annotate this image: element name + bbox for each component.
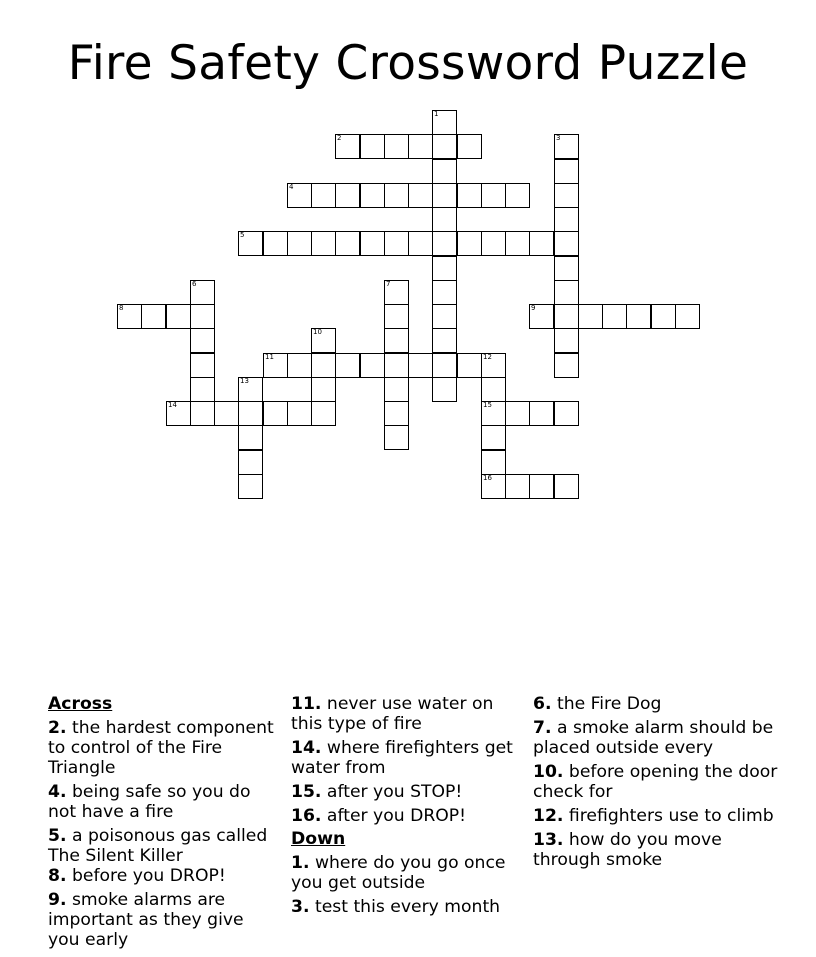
grid-cell[interactable] [408, 353, 433, 378]
grid-cell[interactable] [529, 231, 554, 256]
clues-column-3 [533, 694, 783, 870]
cell-number: 9 [531, 304, 536, 312]
grid-cell[interactable] [360, 353, 385, 378]
clue-across-16 [291, 806, 526, 826]
clue-text: how do you move through smoke [533, 830, 722, 870]
grid-cell[interactable] [263, 231, 288, 256]
clue-text: a smoke alarm should be placed outside every [533, 718, 774, 758]
grid-cell[interactable] [287, 401, 312, 426]
grid-cell[interactable] [287, 353, 312, 378]
grid-cell[interactable] [481, 401, 506, 426]
grid-cell[interactable] [481, 425, 506, 450]
grid-cell[interactable] [602, 304, 627, 329]
grid-cell[interactable] [481, 231, 506, 256]
clue-number: 4. [48, 782, 67, 802]
clue-number: 15. [291, 782, 322, 802]
grid-cell[interactable] [311, 377, 336, 402]
grid-cell[interactable] [335, 183, 360, 208]
grid-cell[interactable] [554, 353, 579, 378]
grid-cell[interactable] [578, 304, 603, 329]
grid-cell[interactable] [238, 450, 263, 475]
grid-cell[interactable] [457, 183, 482, 208]
grid-cell[interactable] [432, 353, 457, 378]
grid-cell[interactable] [432, 134, 457, 159]
grid-cell[interactable] [238, 401, 263, 426]
grid-cell[interactable] [408, 231, 433, 256]
grid-cell[interactable] [554, 304, 579, 329]
cell-number: 16 [483, 474, 492, 482]
grid-cell[interactable] [481, 474, 506, 499]
grid-cell[interactable] [408, 134, 433, 159]
grid-cell[interactable] [481, 353, 506, 378]
clue-across-15 [291, 782, 526, 802]
grid-cell[interactable] [554, 280, 579, 305]
grid-cell[interactable] [675, 304, 700, 329]
grid-cell[interactable] [651, 304, 676, 329]
clue-text: being safe so you do not have a fire [48, 782, 251, 822]
grid-cell[interactable] [432, 304, 457, 329]
grid-cell[interactable] [505, 183, 530, 208]
grid-cell[interactable] [190, 401, 215, 426]
grid-cell[interactable] [238, 474, 263, 499]
grid-cell[interactable] [529, 474, 554, 499]
grid-cell[interactable] [311, 328, 336, 353]
grid-cell[interactable] [384, 401, 409, 426]
grid-cell[interactable] [505, 231, 530, 256]
grid-cell[interactable] [554, 474, 579, 499]
grid-cell[interactable] [626, 304, 651, 329]
clue-number: 11. [291, 694, 322, 714]
grid-cell[interactable] [238, 377, 263, 402]
grid-cell[interactable] [505, 401, 530, 426]
grid-cell[interactable] [311, 231, 336, 256]
cell-number: 1 [434, 110, 439, 118]
grid-cell[interactable] [263, 353, 288, 378]
grid-cell[interactable] [432, 377, 457, 402]
grid-cell[interactable] [311, 353, 336, 378]
grid-cell[interactable] [554, 401, 579, 426]
grid-cell[interactable] [554, 207, 579, 232]
clue-across-2 [48, 718, 280, 778]
clues-column-2 [291, 694, 526, 917]
grid-cell[interactable] [335, 134, 360, 159]
clue-number: 3. [291, 897, 310, 917]
grid-cell[interactable] [117, 304, 142, 329]
grid-cell[interactable] [529, 304, 554, 329]
grid-cell[interactable] [432, 231, 457, 256]
grid-cell[interactable] [432, 183, 457, 208]
grid-cell[interactable] [554, 134, 579, 159]
cell-number: 6 [192, 280, 197, 288]
clues-column-1 [48, 694, 280, 950]
down-header: Down [291, 829, 346, 849]
grid-cell[interactable] [554, 256, 579, 281]
grid-cell[interactable] [384, 134, 409, 159]
clue-across-8 [48, 866, 280, 886]
grid-cell[interactable] [311, 401, 336, 426]
clue-number: 1. [291, 853, 310, 873]
grid-cell[interactable] [263, 401, 288, 426]
cell-number: 11 [265, 353, 274, 361]
grid-cell[interactable] [190, 280, 215, 305]
cell-number: 8 [119, 304, 124, 312]
grid-cell[interactable] [360, 134, 385, 159]
grid-cell[interactable] [287, 231, 312, 256]
grid-cell[interactable] [457, 134, 482, 159]
grid-cell[interactable] [481, 450, 506, 475]
grid-cell[interactable] [214, 401, 239, 426]
cell-number: 3 [556, 134, 561, 142]
cell-number: 12 [483, 353, 492, 361]
grid-cell[interactable] [432, 256, 457, 281]
grid-cell[interactable] [384, 425, 409, 450]
cell-number: 10 [313, 328, 322, 336]
clue-text: test this every month [314, 897, 501, 917]
grid-cell[interactable] [384, 280, 409, 305]
grid-cell[interactable] [384, 231, 409, 256]
grid-cell[interactable] [238, 425, 263, 450]
grid-cell[interactable] [384, 377, 409, 402]
grid-cell[interactable] [432, 328, 457, 353]
across-header: Across [48, 694, 113, 714]
clue-number: 10. [533, 762, 564, 782]
grid-cell[interactable] [432, 280, 457, 305]
grid-cell[interactable] [360, 231, 385, 256]
clue-text: the Fire Dog [556, 694, 662, 714]
grid-cell[interactable] [141, 304, 166, 329]
clue-across-14 [291, 738, 526, 778]
cell-number: 13 [240, 377, 249, 385]
clue-number: 9. [48, 890, 67, 910]
grid-cell[interactable] [457, 231, 482, 256]
grid-cell[interactable] [432, 110, 457, 135]
grid-cell[interactable] [190, 328, 215, 353]
grid-cell[interactable] [360, 183, 385, 208]
grid-cell[interactable] [384, 304, 409, 329]
grid-cell[interactable] [529, 401, 554, 426]
cell-number: 7 [386, 280, 391, 288]
cell-number: 2 [337, 134, 342, 142]
grid-cell[interactable] [190, 353, 215, 378]
grid-cell[interactable] [238, 231, 263, 256]
clue-across-4 [48, 782, 280, 822]
clue-number: 2. [48, 718, 67, 738]
grid-cell[interactable] [554, 159, 579, 184]
clue-down-7 [533, 718, 783, 758]
grid-cell[interactable] [554, 328, 579, 353]
cell-number: 4 [289, 183, 294, 191]
clue-across-5 [48, 826, 280, 866]
clue-text: before opening the door check for [533, 762, 778, 802]
clue-down-6 [533, 694, 783, 714]
clue-text: where firefighters get water from [291, 738, 513, 778]
cell-number: 14 [168, 401, 177, 409]
clue-text: where do you go once you get outside [291, 853, 506, 893]
grid-cell[interactable] [457, 353, 482, 378]
clue-text: before you DROP! [71, 866, 226, 886]
clue-text: never use water on this type of fire [291, 694, 494, 734]
clue-number: 16. [291, 806, 322, 826]
cell-number: 15 [483, 401, 492, 409]
clue-text: smoke alarms are important as they give you early [48, 890, 244, 950]
grid-cell[interactable] [190, 377, 215, 402]
clue-down-12 [533, 806, 783, 826]
grid-cell[interactable] [384, 183, 409, 208]
clue-number: 8. [48, 866, 67, 886]
grid-cell[interactable] [384, 328, 409, 353]
cell-number: 5 [240, 231, 245, 239]
clue-text: after you STOP! [326, 782, 463, 802]
grid-cell[interactable] [311, 183, 336, 208]
grid-cell[interactable] [554, 183, 579, 208]
clue-text: the hardest component to control of the Fire Triangle [48, 718, 274, 778]
clue-across-9 [48, 890, 280, 950]
grid-cell[interactable] [481, 377, 506, 402]
clue-across-11 [291, 694, 526, 734]
grid-cell[interactable] [335, 353, 360, 378]
grid-cell[interactable] [166, 401, 191, 426]
grid-cell[interactable] [432, 207, 457, 232]
grid-cell[interactable] [432, 159, 457, 184]
grid-cell[interactable] [384, 353, 409, 378]
clue-down-10 [533, 762, 783, 802]
clue-number: 13. [533, 830, 564, 850]
clue-number: 6. [533, 694, 552, 714]
puzzle-title: Fire Safety Crossword Puzzle [67, 36, 749, 91]
clue-text: firefighters use to climb [568, 806, 774, 826]
grid-cell[interactable] [505, 474, 530, 499]
grid-cell[interactable] [554, 231, 579, 256]
clue-number: 12. [533, 806, 564, 826]
clue-down-13 [533, 830, 783, 870]
grid-cell[interactable] [408, 183, 433, 208]
clue-number: 7. [533, 718, 552, 738]
clue-down-3 [291, 897, 526, 917]
grid-cell[interactable] [481, 183, 506, 208]
grid-cell[interactable] [287, 183, 312, 208]
clue-text: after you DROP! [326, 806, 467, 826]
grid-cell[interactable] [335, 231, 360, 256]
clue-down-1 [291, 853, 526, 893]
grid-cell[interactable] [190, 304, 215, 329]
grid-cell[interactable] [166, 304, 191, 329]
clue-text: a poisonous gas called The Silent Killer [48, 826, 268, 866]
clue-number: 5. [48, 826, 67, 846]
clue-number: 14. [291, 738, 322, 758]
